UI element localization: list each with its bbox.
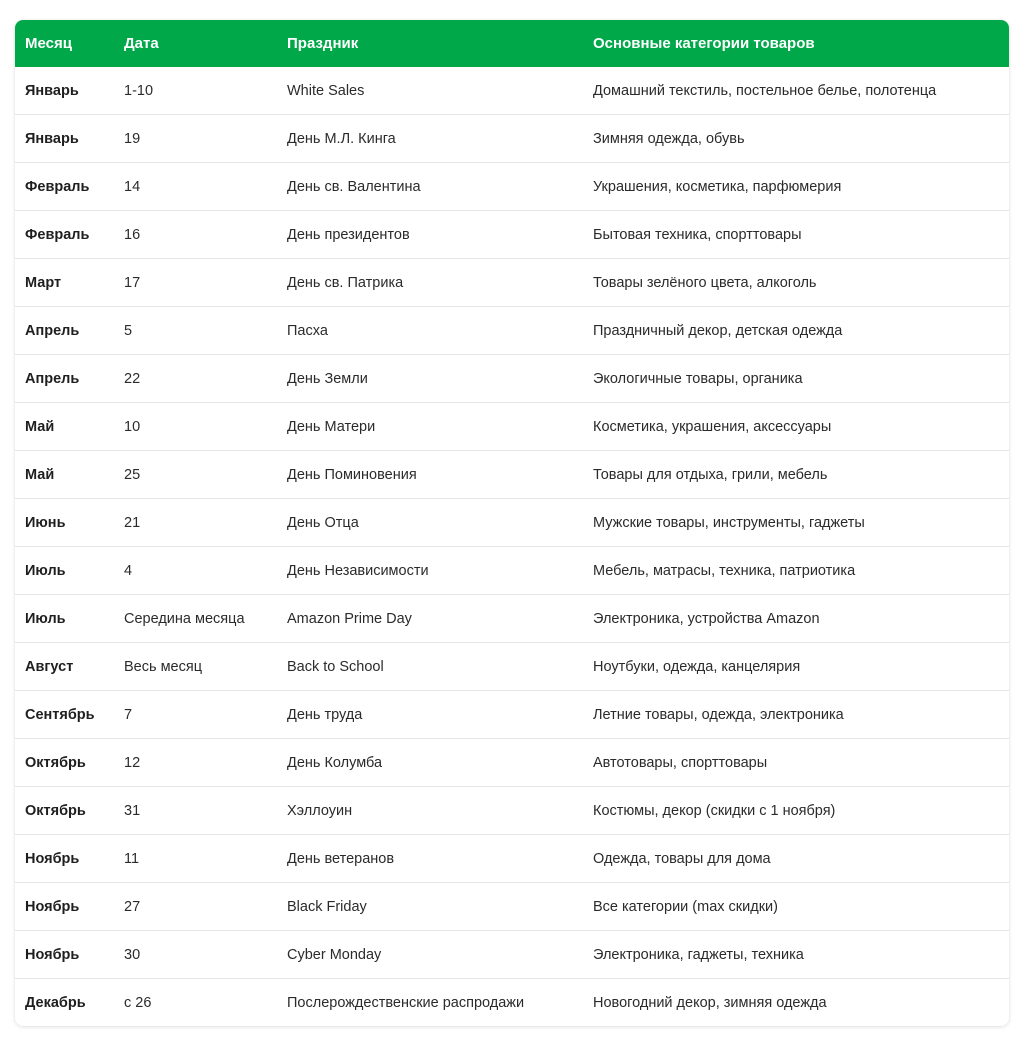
cell-month: Январь xyxy=(15,115,114,163)
cell-month: Август xyxy=(15,643,114,691)
table-row xyxy=(15,931,1009,979)
cell-holiday: Back to School xyxy=(277,643,583,691)
table-row xyxy=(15,739,1009,787)
cell-holiday: День Земли xyxy=(277,355,583,403)
cell-month: Декабрь xyxy=(15,979,114,1027)
cell-month: Июль xyxy=(15,547,114,595)
table-row xyxy=(15,547,1009,595)
cell-date: Весь месяц xyxy=(114,643,277,691)
cell-date: 1-10 xyxy=(124,82,154,99)
cell-categories: Все категории (max скидки) xyxy=(583,883,1009,931)
cell-categories: Товары для отдыха, грили, мебель xyxy=(583,451,1009,499)
cell-date: 31 xyxy=(114,787,277,835)
table-row xyxy=(15,787,1009,835)
cell-date: 10 xyxy=(114,403,277,451)
table-header-row xyxy=(15,20,1009,67)
cell-holiday: Хэллоуин xyxy=(277,787,583,835)
table-row xyxy=(15,883,1009,931)
cell-holiday: День Отца xyxy=(277,499,583,547)
cell-date: 17 xyxy=(114,259,277,307)
cell-categories: Летние товары, одежда, электроника xyxy=(583,691,1009,739)
cell-date: Середина месяца xyxy=(114,595,277,643)
header-categories: Основные категории товаров xyxy=(593,35,815,52)
cell-holiday: День Независимости xyxy=(277,547,583,595)
cell-holiday: День св. Валентина xyxy=(277,163,583,211)
cell-categories: Автотовары, спорттовары xyxy=(583,739,1009,787)
cell-month: Октябрь xyxy=(15,739,114,787)
cell-holiday: Cyber Monday xyxy=(277,931,583,979)
cell-date: 7 xyxy=(114,691,277,739)
cell-holiday: Amazon Prime Day xyxy=(277,595,583,643)
cell-month: Май xyxy=(15,403,114,451)
cell-month: Апрель xyxy=(15,355,114,403)
cell-categories: Мебель, матрасы, техника, патриотика xyxy=(583,547,1009,595)
cell-categories: Товары зелёного цвета, алкоголь xyxy=(583,259,1009,307)
cell-month: Апрель xyxy=(15,307,114,355)
cell-date: 30 xyxy=(114,931,277,979)
table-row xyxy=(15,259,1009,307)
cell-holiday: День президентов xyxy=(277,211,583,259)
cell-date: 19 xyxy=(114,115,277,163)
cell-categories: Праздничный декор, детская одежда xyxy=(583,307,1009,355)
cell-month: Ноябрь xyxy=(15,835,114,883)
cell-date: 27 xyxy=(114,883,277,931)
table-row xyxy=(15,499,1009,547)
header-date: Дата xyxy=(124,35,159,52)
cell-categories: Бытовая техника, спорттовары xyxy=(583,211,1009,259)
table-row xyxy=(15,355,1009,403)
cell-date: 5 xyxy=(114,307,277,355)
cell-month: Июль xyxy=(15,595,114,643)
cell-categories: Домашний текстиль, постельное белье, полотенца xyxy=(593,82,937,99)
cell-categories: Экологичные товары, органика xyxy=(583,355,1009,403)
table-row xyxy=(15,115,1009,163)
cell-holiday: День Поминовения xyxy=(277,451,583,499)
table-row xyxy=(15,979,1009,1027)
cell-month: Май xyxy=(15,451,114,499)
cell-date: 21 xyxy=(114,499,277,547)
table-row xyxy=(15,307,1009,355)
cell-month: Сентябрь xyxy=(15,691,114,739)
table-header xyxy=(15,20,1009,67)
header-month: Месяц xyxy=(25,35,72,52)
cell-date: 12 xyxy=(114,739,277,787)
cell-date: 4 xyxy=(114,547,277,595)
cell-month: Ноябрь xyxy=(15,883,114,931)
table-row xyxy=(15,67,1009,115)
table-row xyxy=(15,691,1009,739)
cell-categories: Новогодний декор, зимняя одежда xyxy=(583,979,1009,1027)
cell-holiday: Послерождественские распродажи xyxy=(277,979,583,1027)
holiday-sales-table-card xyxy=(15,20,1009,1026)
cell-categories: Электроника, гаджеты, техника xyxy=(583,931,1009,979)
table-row xyxy=(15,835,1009,883)
cell-date: 16 xyxy=(114,211,277,259)
table-row xyxy=(15,211,1009,259)
cell-holiday: День ветеранов xyxy=(277,835,583,883)
cell-categories: Одежда, товары для дома xyxy=(583,835,1009,883)
table-row xyxy=(15,451,1009,499)
cell-month: Ноябрь xyxy=(15,931,114,979)
cell-categories: Зимняя одежда, обувь xyxy=(583,115,1009,163)
cell-holiday: День М.Л. Кинга xyxy=(277,115,583,163)
cell-date: 22 xyxy=(114,355,277,403)
cell-month: Июнь xyxy=(15,499,114,547)
cell-categories: Ноутбуки, одежда, канцелярия xyxy=(583,643,1009,691)
cell-categories: Украшения, косметика, парфюмерия xyxy=(583,163,1009,211)
cell-categories: Косметика, украшения, аксессуары xyxy=(583,403,1009,451)
table-row xyxy=(15,163,1009,211)
cell-date: 11 xyxy=(114,835,277,883)
cell-holiday: White Sales xyxy=(287,82,365,99)
cell-holiday: День св. Патрика xyxy=(277,259,583,307)
cell-date: с 26 xyxy=(114,979,277,1027)
cell-holiday: Black Friday xyxy=(277,883,583,931)
table-row xyxy=(15,403,1009,451)
cell-month: Март xyxy=(15,259,114,307)
cell-date: 25 xyxy=(114,451,277,499)
cell-holiday: День Матери xyxy=(277,403,583,451)
cell-holiday: День труда xyxy=(277,691,583,739)
cell-month: Февраль xyxy=(15,163,114,211)
cell-holiday: День Колумба xyxy=(277,739,583,787)
cell-categories: Мужские товары, инструменты, гаджеты xyxy=(583,499,1009,547)
cell-month: Октябрь xyxy=(15,787,114,835)
cell-categories: Костюмы, декор (скидки с 1 ноября) xyxy=(583,787,1009,835)
cell-date: 14 xyxy=(114,163,277,211)
cell-holiday: Пасха xyxy=(277,307,583,355)
cell-month: Февраль xyxy=(15,211,114,259)
table-body xyxy=(15,67,1009,1026)
cell-categories: Электроника, устройства Amazon xyxy=(583,595,1009,643)
table-row xyxy=(15,643,1009,691)
header-holiday: Праздник xyxy=(287,35,359,52)
cell-month: Январь xyxy=(25,82,79,99)
table-row xyxy=(15,595,1009,643)
holiday-sales-table xyxy=(15,20,1009,1026)
